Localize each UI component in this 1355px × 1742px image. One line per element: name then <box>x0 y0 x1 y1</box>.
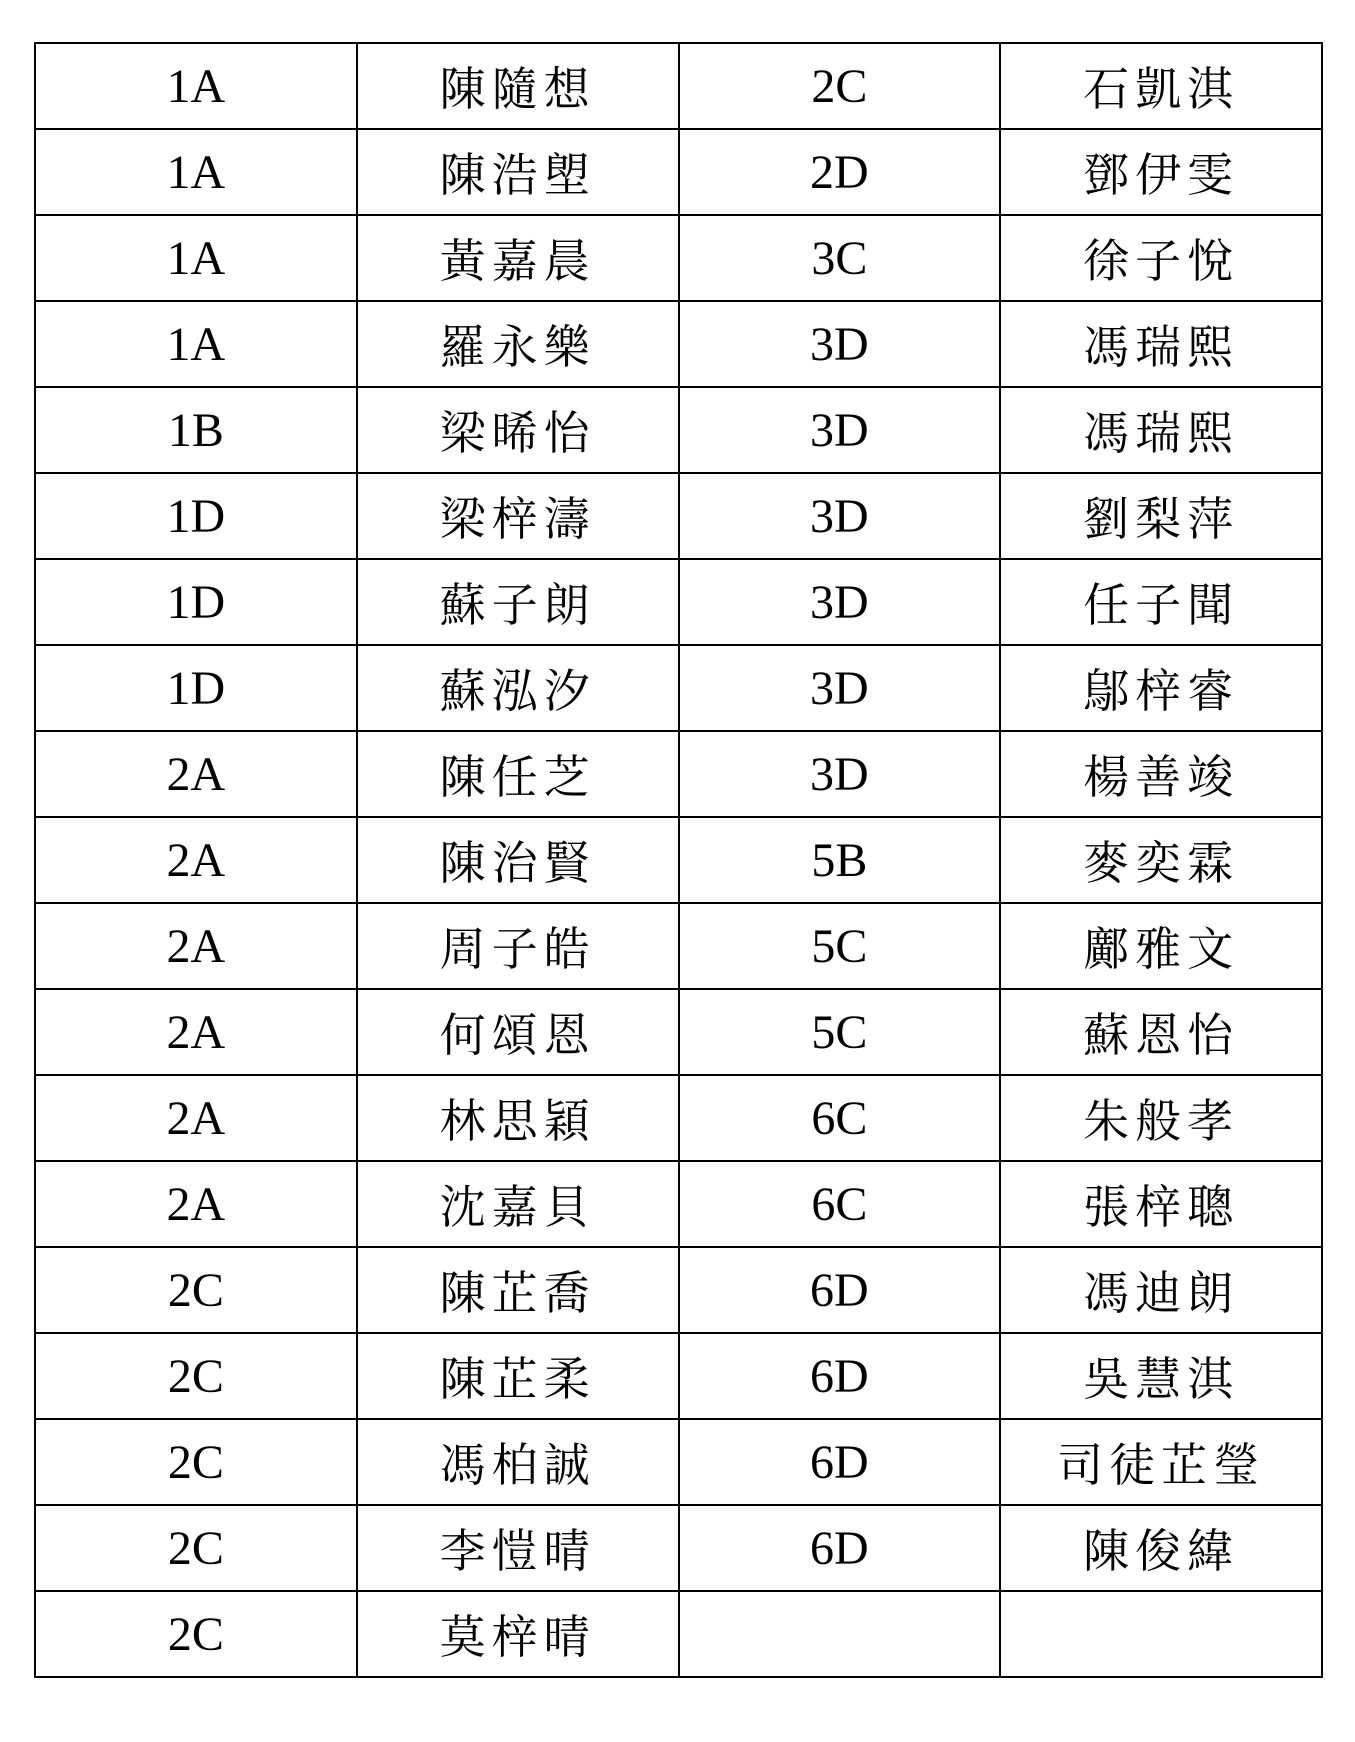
class-cell: 2A <box>35 903 357 989</box>
table-row <box>35 1591 1322 1677</box>
class-cell: 6C <box>679 1161 1001 1247</box>
class-cell: 2D <box>679 129 1001 215</box>
class-cell: 3D <box>679 301 1001 387</box>
class-cell: 3D <box>679 473 1001 559</box>
student-list-sheet <box>34 42 1321 1678</box>
class-cell: 2A <box>35 1161 357 1247</box>
table-row <box>35 129 1322 215</box>
table-row <box>35 1161 1322 1247</box>
class-cell: 3D <box>679 387 1001 473</box>
class-cell: 6D <box>679 1333 1001 1419</box>
student-name-cell: 陳芷柔 <box>357 1333 679 1419</box>
class-cell: 3C <box>679 215 1001 301</box>
class-cell: 3D <box>679 645 1001 731</box>
class-cell: 6D <box>679 1247 1001 1333</box>
student-name-cell: 朱般孝 <box>1000 1075 1322 1161</box>
class-cell: 1D <box>35 559 357 645</box>
class-cell: 5B <box>679 817 1001 903</box>
class-cell: 1D <box>35 473 357 559</box>
student-name-cell: 任子聞 <box>1000 559 1322 645</box>
table-row <box>35 473 1322 559</box>
student-name-cell: 徐子悅 <box>1000 215 1322 301</box>
student-name-cell: 陳隨想 <box>357 43 679 129</box>
class-cell <box>679 1591 1001 1677</box>
table-row <box>35 903 1322 989</box>
class-cell: 1A <box>35 215 357 301</box>
class-cell: 6D <box>679 1419 1001 1505</box>
class-cell: 1A <box>35 129 357 215</box>
class-cell: 3D <box>679 731 1001 817</box>
student-name-cell: 陳任芝 <box>357 731 679 817</box>
student-name-cell: 馮瑞熙 <box>1000 301 1322 387</box>
table-row <box>35 215 1322 301</box>
table-row <box>35 989 1322 1075</box>
class-cell: 2C <box>35 1333 357 1419</box>
student-name-cell: 鄧伊雯 <box>1000 129 1322 215</box>
table-row <box>35 1505 1322 1591</box>
student-name-cell: 劉梨萍 <box>1000 473 1322 559</box>
student-name-cell: 司徒芷瑩 <box>1000 1419 1322 1505</box>
student-name-cell: 吳慧淇 <box>1000 1333 1322 1419</box>
student-name-cell: 林思穎 <box>357 1075 679 1161</box>
table-row <box>35 559 1322 645</box>
table-row <box>35 1075 1322 1161</box>
student-name-cell: 馮瑞熙 <box>1000 387 1322 473</box>
student-table-body <box>35 43 1322 1677</box>
student-name-cell: 周子皓 <box>357 903 679 989</box>
student-name-cell: 沈嘉貝 <box>357 1161 679 1247</box>
class-cell: 2C <box>35 1591 357 1677</box>
student-name-cell: 梁晞怡 <box>357 387 679 473</box>
table-row <box>35 1333 1322 1419</box>
class-cell: 2A <box>35 1075 357 1161</box>
table-row <box>35 817 1322 903</box>
class-cell: 1A <box>35 301 357 387</box>
student-name-cell: 蘇恩怡 <box>1000 989 1322 1075</box>
class-cell: 6C <box>679 1075 1001 1161</box>
class-cell: 5C <box>679 989 1001 1075</box>
student-name-cell: 何頌恩 <box>357 989 679 1075</box>
student-name-cell: 陳浩塱 <box>357 129 679 215</box>
student-name-cell: 蘇泓汐 <box>357 645 679 731</box>
table-row <box>35 731 1322 817</box>
student-name-cell: 鄔梓睿 <box>1000 645 1322 731</box>
class-cell: 2A <box>35 731 357 817</box>
student-name-cell: 楊善竣 <box>1000 731 1322 817</box>
student-name-cell: 黃嘉晨 <box>357 215 679 301</box>
table-row <box>35 301 1322 387</box>
student-name-cell: 石凱淇 <box>1000 43 1322 129</box>
student-name-cell: 馮柏誠 <box>357 1419 679 1505</box>
class-cell: 2C <box>35 1247 357 1333</box>
table-row <box>35 645 1322 731</box>
class-cell: 1A <box>35 43 357 129</box>
student-name-cell: 馮迪朗 <box>1000 1247 1322 1333</box>
class-cell: 6D <box>679 1505 1001 1591</box>
student-name-cell: 莫梓晴 <box>357 1591 679 1677</box>
student-table <box>34 42 1323 1678</box>
student-name-cell: 麥奕霖 <box>1000 817 1322 903</box>
class-cell: 1D <box>35 645 357 731</box>
student-name-cell: 陳俊緯 <box>1000 1505 1322 1591</box>
student-name-cell: 李愷晴 <box>357 1505 679 1591</box>
table-row <box>35 1247 1322 1333</box>
class-cell: 2A <box>35 817 357 903</box>
student-name-cell: 陳治賢 <box>357 817 679 903</box>
class-cell: 2C <box>35 1505 357 1591</box>
class-cell: 2C <box>679 43 1001 129</box>
class-cell: 5C <box>679 903 1001 989</box>
student-name-cell: 鄺雅文 <box>1000 903 1322 989</box>
student-name-cell: 張梓聰 <box>1000 1161 1322 1247</box>
class-cell: 1B <box>35 387 357 473</box>
student-name-cell: 陳芷喬 <box>357 1247 679 1333</box>
student-name-cell: 蘇子朗 <box>357 559 679 645</box>
student-name-cell: 梁梓濤 <box>357 473 679 559</box>
table-row <box>35 387 1322 473</box>
student-name-cell <box>1000 1591 1322 1677</box>
class-cell: 3D <box>679 559 1001 645</box>
student-name-cell: 羅永樂 <box>357 301 679 387</box>
table-row <box>35 1419 1322 1505</box>
table-row <box>35 43 1322 129</box>
class-cell: 2C <box>35 1419 357 1505</box>
class-cell: 2A <box>35 989 357 1075</box>
